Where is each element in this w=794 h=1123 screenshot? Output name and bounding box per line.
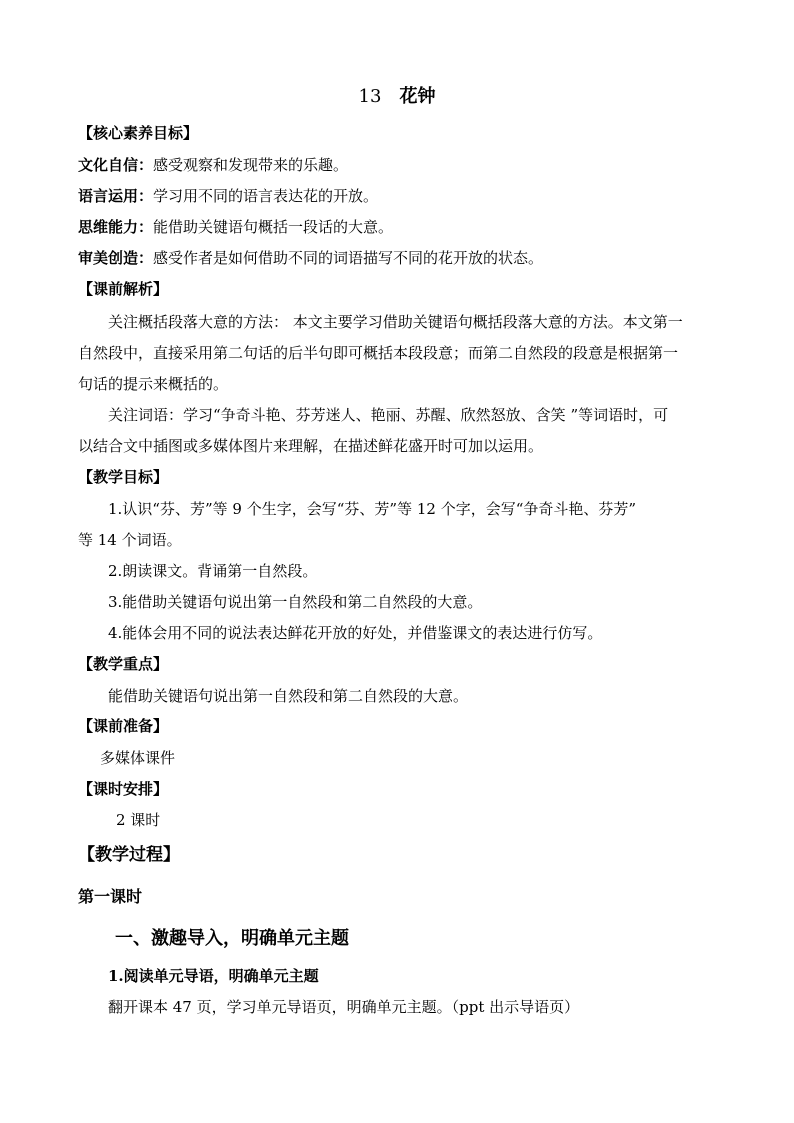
teaching-goal-line: 2.朗读课文。背诵第一自然段。 bbox=[108, 562, 318, 580]
process-heading: 【教学过程】 bbox=[78, 845, 180, 865]
core-goals-heading: 【核心素养目标】 bbox=[78, 124, 199, 142]
goal-label: 审美创造： bbox=[78, 249, 154, 267]
step-one-text: 翻开课本 47 页，学习单元导语页，明确单元主题。（ppt 出示导语页） bbox=[108, 998, 580, 1016]
goal-item bbox=[78, 186, 378, 206]
teaching-goals-heading: 【教学目标】 bbox=[78, 468, 169, 486]
pre-analysis-line: 关注概括段落大意的方法： 本文主要学习借助关键语句概括段落大意的方法。本文第一 bbox=[108, 313, 683, 331]
teaching-goal-line: 4.能体会用不同的说法表达鲜花开放的好处，并借鉴课文的表达进行仿写。 bbox=[108, 624, 603, 642]
goal-item bbox=[78, 248, 543, 268]
lesson-number: 13 bbox=[358, 86, 382, 107]
goal-text: 能借助关键语句概括一段话的大意。 bbox=[153, 218, 394, 236]
goal-text: 学习用不同的语言表达花的开放。 bbox=[153, 187, 379, 205]
pre-analysis-line: 以结合文中插图或多媒体图片来理解，在描述鲜花盛开时可加以运用。 bbox=[78, 437, 544, 455]
pre-analysis-line: 关注词语：学习“争奇斗艳、芬芳迷人、艳丽、苏醒、欣然怒放、含笑 ”等词语时，可 bbox=[108, 406, 669, 424]
part-one-heading: 一、激趣导入，明确单元主题 bbox=[115, 928, 349, 949]
page-title bbox=[0, 87, 794, 107]
goal-label: 文化自信： bbox=[78, 156, 154, 174]
goal-label: 思维能力： bbox=[78, 218, 154, 236]
key-points-heading: 【教学重点】 bbox=[78, 655, 169, 673]
pre-analysis-heading: 【课前解析】 bbox=[78, 280, 169, 298]
lesson-one-heading: 第一课时 bbox=[78, 887, 143, 906]
step-one-heading: 1.阅读单元导语，明确单元主题 bbox=[108, 967, 319, 985]
goal-label: 语言运用： bbox=[78, 187, 154, 205]
pre-analysis-line: 自然段中，直接采用第二句话的后半句即可概括本段段意；而第二自然段的段意是根据第一 bbox=[78, 344, 679, 362]
schedule-heading: 【课时安排】 bbox=[78, 780, 169, 798]
key-points-text: 能借助关键语句说出第一自然段和第二自然段的大意。 bbox=[108, 687, 469, 705]
teaching-goal-line: 3.能借助关键语句说出第一自然段和第二自然段的大意。 bbox=[108, 593, 483, 611]
lesson-title: 花钟 bbox=[399, 86, 436, 107]
prep-text: 多媒体课件 bbox=[100, 749, 176, 767]
goal-item bbox=[78, 217, 393, 237]
teaching-goal-line: 等 14 个词语。 bbox=[78, 531, 182, 549]
goal-item bbox=[78, 155, 348, 175]
pre-analysis-line: 句话的提示来概括的。 bbox=[78, 375, 229, 393]
teaching-goal-line: 1.认识“芬、芳”等 9 个生字，会写“芬、芳”等 12 个字，会写“争奇斗艳、芬芳” bbox=[108, 500, 637, 518]
prep-heading: 【课前准备】 bbox=[78, 717, 169, 735]
goal-text: 感受观察和发现带来的乐趣。 bbox=[153, 156, 349, 174]
schedule-text: 2 课时 bbox=[116, 811, 161, 829]
goal-text: 感受作者是如何借助不同的词语描写不同的花开放的状态。 bbox=[153, 249, 544, 267]
